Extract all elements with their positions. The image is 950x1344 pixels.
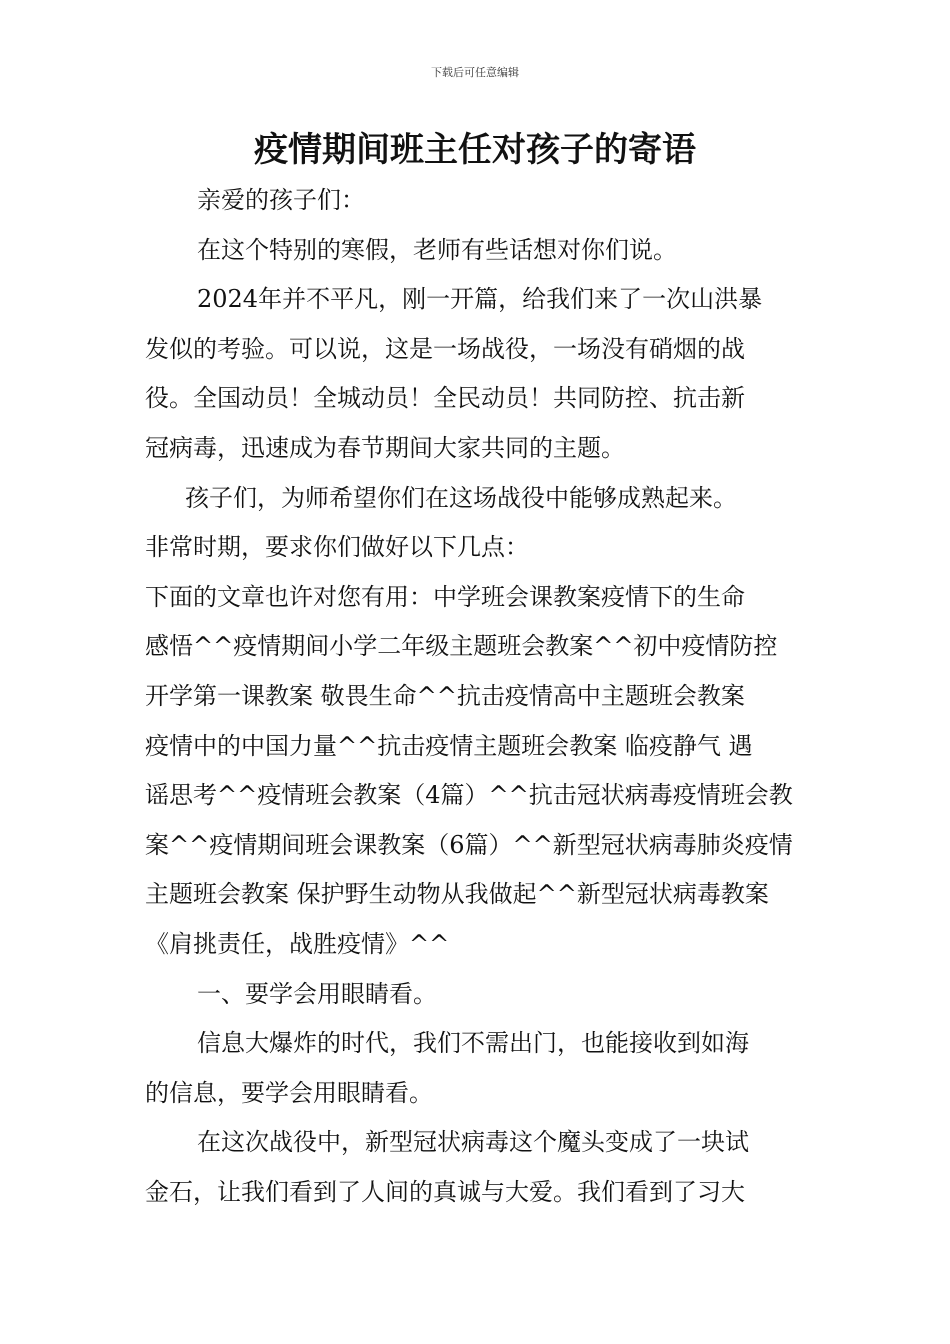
paragraph-line: 2024年并不平凡，刚一开篇，给我们来了一次山洪暴 [197, 285, 763, 314]
page-header-note: 下载后可任意编辑 [431, 66, 519, 79]
paragraph-line: 役。全国动员！全城动员！全民动员！共同防控、抗击新 [145, 384, 745, 413]
salutation-line: 亲爱的孩子们： [197, 186, 365, 214]
related-articles-line: 谣思考^^疫情班会教案（4篇）^^抗击冠状病毒疫情班会教 [145, 781, 793, 810]
related-articles-line: 感悟^^疫情期间小学二年级主题班会教案^^初中疫情防控 [145, 632, 778, 661]
paragraph-line: 在这个特别的寒假，老师有些话想对你们说。 [197, 235, 677, 264]
related-articles-line: 《肩挑责任，战胜疫情》^^ [145, 929, 450, 958]
paragraph-line: 发似的考验。可以说，这是一场战役，一场没有硝烟的战 [145, 334, 745, 363]
paragraph-line: 孩子们，为师希望你们在这场战役中能够成熟起来。 [185, 483, 737, 512]
related-articles-line: 下面的文章也许对您有用：中学班会课教案疫情下的生命 [145, 582, 745, 611]
paragraph-line: 的信息，要学会用眼睛看。 [145, 1078, 433, 1107]
related-articles-line: 主题班会教案 保护野生动物从我做起^^新型冠状病毒教案 [145, 880, 769, 909]
paragraph-line: 在这次战役中，新型冠状病毒这个魔头变成了一块试 [197, 1128, 749, 1157]
paragraph-line: 冠病毒，迅速成为春节期间大家共同的主题。 [145, 433, 625, 462]
related-articles-line: 疫情中的中国力量^^抗击疫情主题班会教案 临疫静气 遇 [145, 731, 753, 760]
related-articles-line: 开学第一课教案 敬畏生命^^抗击疫情高中主题班会教案 [145, 681, 745, 710]
paragraph-line: 信息大爆炸的时代，我们不需出门，也能接收到如海 [197, 1029, 749, 1058]
related-articles-line: 案^^疫情期间班会课教案（6篇）^^新型冠状病毒肺炎疫情 [145, 830, 793, 859]
section-heading: 一、要学会用眼睛看。 [197, 979, 437, 1008]
document-body [145, 176, 807, 1217]
paragraph-line: 金石，让我们看到了人间的真诚与大爱。我们看到了习大 [145, 1177, 745, 1206]
paragraph-line: 非常时期，要求你们做好以下几点： [145, 533, 529, 562]
document-title: 疫情期间班主任对孩子的寄语 [254, 130, 696, 170]
